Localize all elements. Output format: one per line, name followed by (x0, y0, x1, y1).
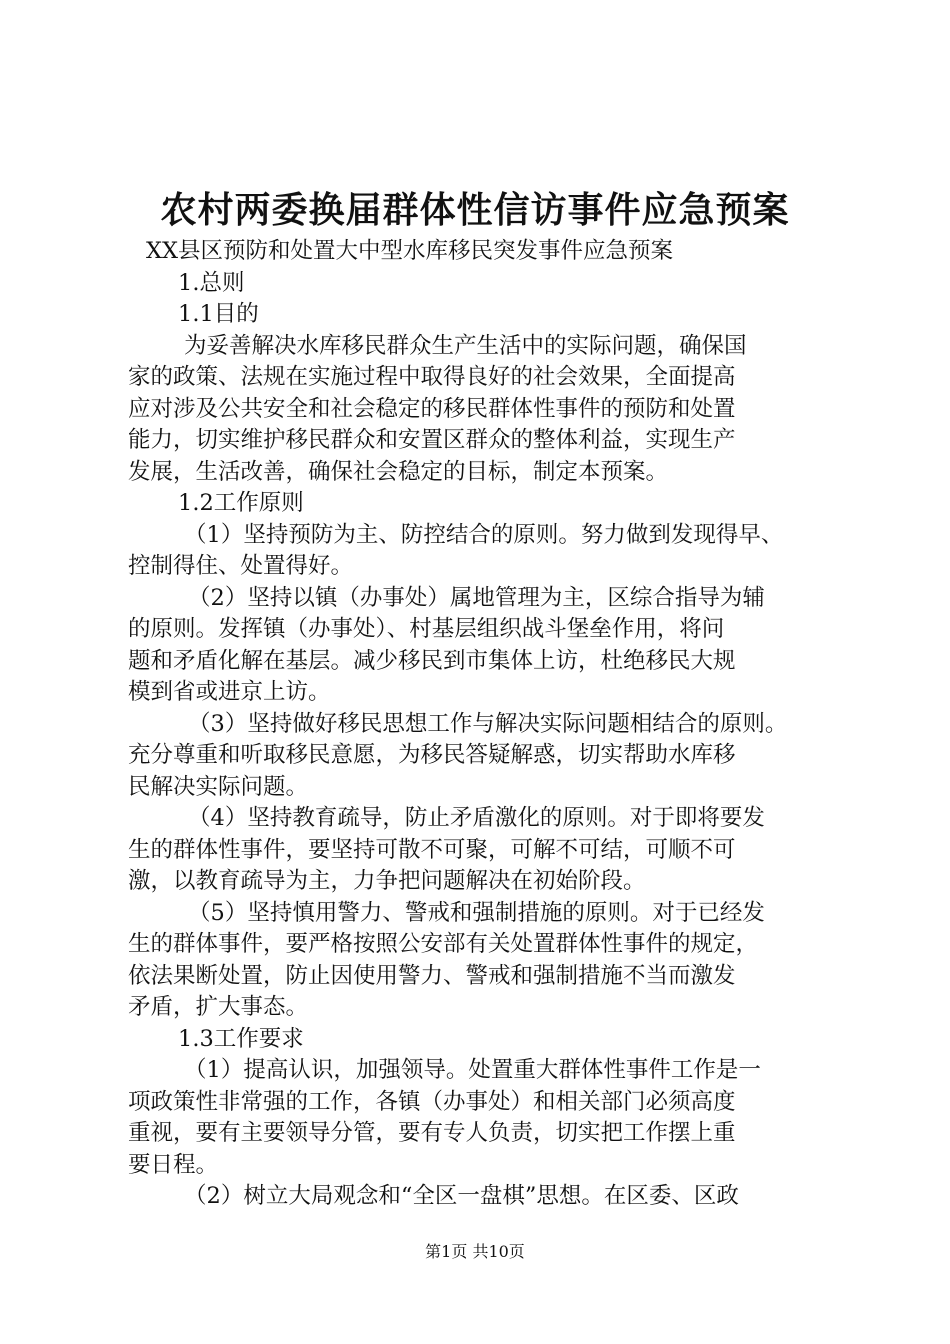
document-body (128, 236, 844, 1213)
paragraph-line: （3）坚持做好移民思想工作与解决实际问题相结合的原则。 (188, 710, 788, 737)
paragraph-line: 题和矛盾化解在基层。减少移民到市集体上访，杜绝移民大规 (128, 647, 736, 674)
paragraph-line: 能力，切实维护移民群众和安置区群众的整体利益，实现生产 (128, 427, 736, 453)
section-heading: 1.总则 (178, 269, 245, 296)
paragraph-line: 项政策性非常强的工作，各镇（办事处）和相关部门必须高度 (128, 1088, 736, 1115)
paragraph-line: 的原则。发挥镇（办事处）、村基层组织战斗堡垒作用，将问 (128, 616, 725, 642)
paragraph-line: 应对涉及公共安全和社会稳定的移民群体性事件的预防和处置 (128, 395, 736, 422)
paragraph-line: （2）树立大局观念和“全区一盘棋”思想。在区委、区政 (184, 1183, 739, 1209)
paragraph-line: （1）坚持预防为主、防控结合的原则。努力做到发现得早、 (184, 521, 784, 548)
paragraph-line: 生的群体事件，要严格按照公安部有关处置群体性事件的规定， (128, 931, 759, 957)
subsection-heading: 1.3工作要求 (178, 1025, 304, 1052)
paragraph-line: 依法果断处置，防止因使用警力、警戒和强制措施不当而激发 (128, 962, 736, 989)
paragraph-line: 重视，要有主要领导分管，要有专人负责，切实把工作摆上重 (128, 1120, 736, 1146)
paragraph-line: 要日程。 (128, 1151, 219, 1178)
page-footer: 第1页 共10页 (425, 1242, 525, 1261)
paragraph-line: 民解决实际问题。 (128, 773, 309, 800)
paragraph-line: 矛盾，扩大事态。 (128, 994, 309, 1020)
document-title: 农村两委换届群体性信访事件应急预案 (160, 189, 790, 231)
paragraph-line: 家的政策、法规在实施过程中取得良好的社会效果，全面提高 (128, 364, 736, 390)
subtitle-line: XX县区预防和处置大中型水库移民突发事件应急预案 (146, 238, 674, 264)
subsection-heading: 1.1目的 (178, 301, 259, 327)
paragraph-line: 充分尊重和听取移民意愿，为移民答疑解惑，切实帮助水库移 (128, 742, 736, 768)
paragraph-line: （4）坚持教育疏导，防止矛盾激化的原则。对于即将要发 (188, 805, 765, 831)
paragraph-line: 为妥善解决水库移民群众生产生活中的实际问题，确保国 (184, 332, 747, 359)
paragraph-line: （1）提高认识，加强领导。处置重大群体性事件工作是一 (184, 1057, 761, 1083)
paragraph-line: 发展，生活改善，确保社会稳定的目标，制定本预案。 (128, 458, 669, 485)
paragraph-line: 生的群体性事件，要坚持可散不可聚，可解不可结，可顺不可 (128, 836, 736, 863)
paragraph-line: （2）坚持以镇（办事处）属地管理为主，区综合指导为辅 (188, 584, 765, 611)
paragraph-line: 模到省或进京上访。 (128, 679, 331, 705)
subsection-heading: 1.2工作原则 (178, 490, 304, 516)
paragraph-line: 激，以教育疏导为主，力争把问题解决在初始阶段。 (128, 868, 646, 894)
paragraph-line: （5）坚持慎用警力、警戒和强制措施的原则。对于已经发 (188, 899, 765, 926)
paragraph-line: 控制得住、处置得好。 (128, 553, 354, 579)
